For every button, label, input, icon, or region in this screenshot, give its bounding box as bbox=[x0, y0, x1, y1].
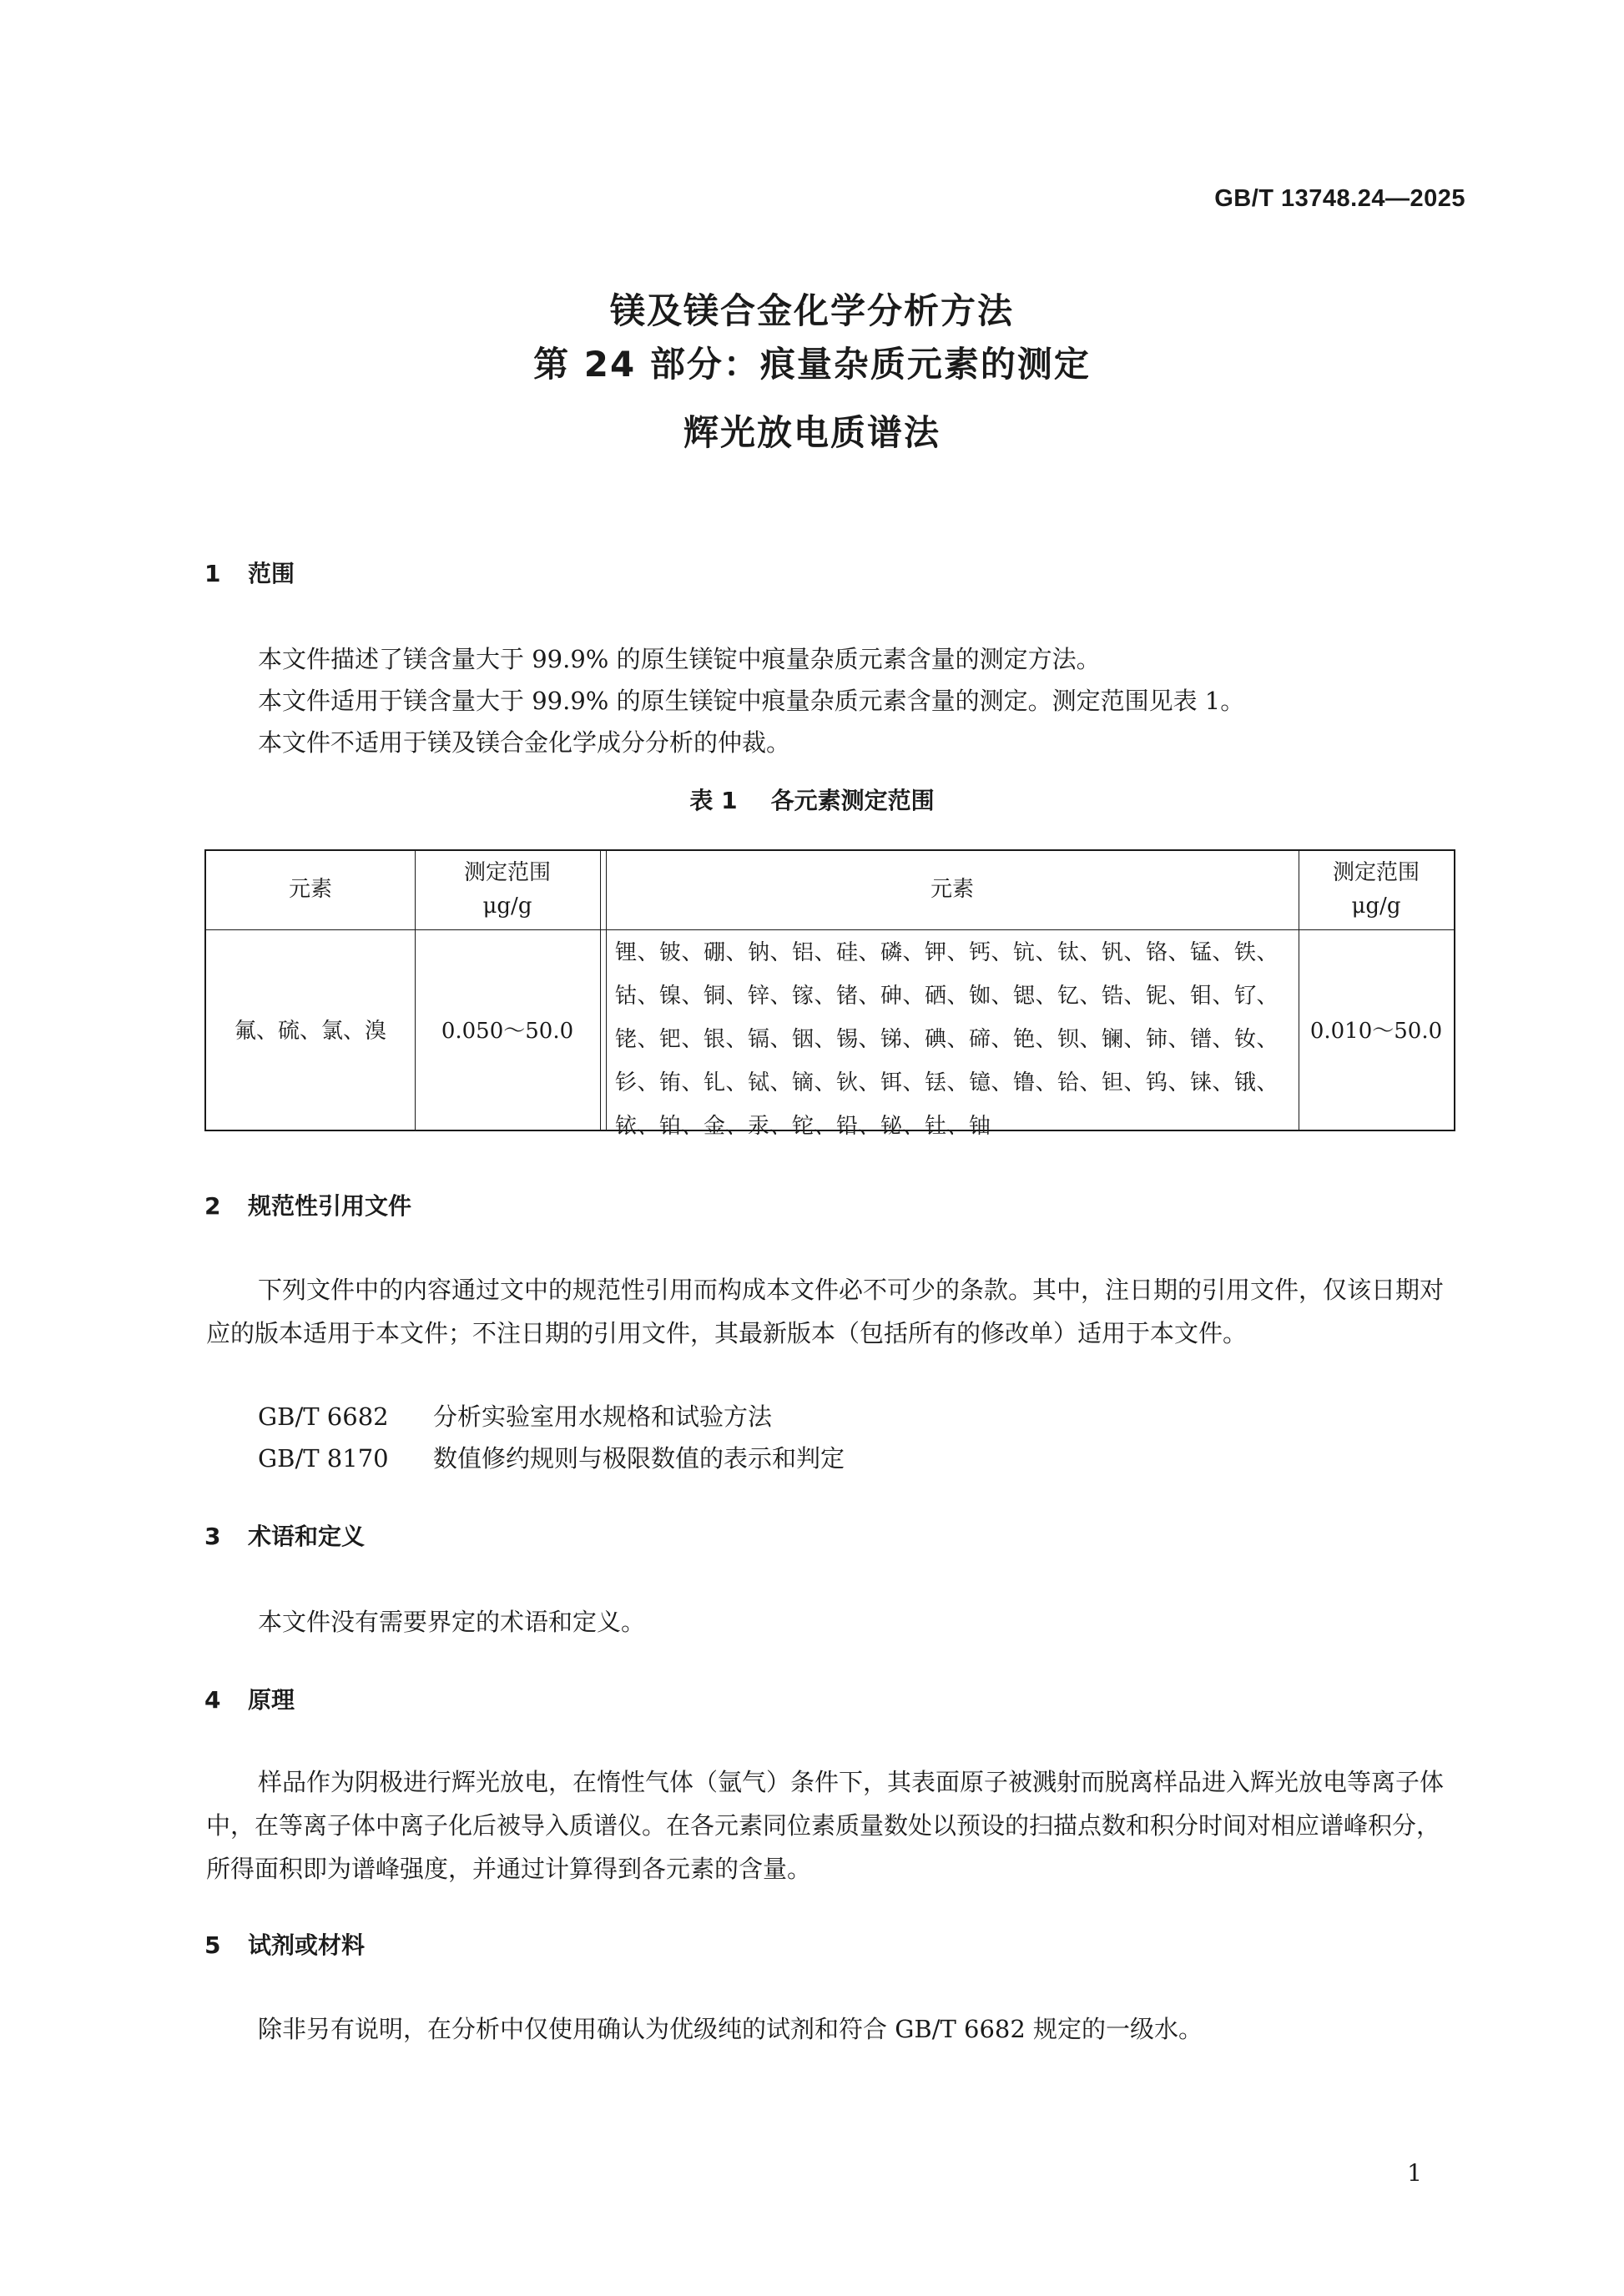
table-header-range bbox=[415, 856, 600, 923]
table-cell-right-elements bbox=[615, 931, 1291, 1148]
element-list-line: 钐、铕、钆、铽、镝、钬、铒、铥、镱、镥、铪、钽、钨、铼、锇、 bbox=[615, 1070, 1279, 1095]
section-title: 术语和定义 bbox=[248, 1523, 366, 1550]
table-divider bbox=[600, 851, 601, 1130]
document-title-line3: 辉光放电质谱法 bbox=[683, 412, 941, 453]
reference-item bbox=[258, 1440, 845, 1474]
section-title: 试剂或材料 bbox=[248, 1931, 366, 1959]
section-heading-scope bbox=[204, 556, 295, 589]
table-header-range bbox=[1299, 856, 1454, 923]
table-caption bbox=[0, 783, 1624, 816]
element-list-line: 钴、镍、铜、锌、镓、锗、砷、硒、铷、锶、钇、锆、铌、钼、钌、 bbox=[615, 984, 1279, 1009]
section-title: 原理 bbox=[248, 1686, 295, 1714]
section-number: 3 bbox=[204, 1523, 221, 1550]
section-number: 4 bbox=[204, 1686, 221, 1714]
table-cell-right-range: 0.010～50.0 bbox=[1309, 1019, 1443, 1044]
table-caption-title: 各元素测定范围 bbox=[770, 787, 935, 814]
element-list-line: 锂、铍、硼、钠、铝、硅、磷、钾、钙、钪、钛、钒、铬、锰、铁、 bbox=[615, 940, 1279, 965]
section-title: 范围 bbox=[248, 560, 295, 587]
table-header-element: 元素 bbox=[288, 877, 332, 902]
table-header-element: 元素 bbox=[930, 877, 974, 902]
normative-paragraph: 下列文件中的内容通过文中的规范性引用而构成本文件必不可少的条款。其中，注日期的引用文件，仅该日期对应的版本适用于本文件；不注日期的引用文件，其最新版本（包括所有的修改单）适用于本文件。 bbox=[206, 1276, 1445, 1347]
section-title: 规范性引用文件 bbox=[248, 1192, 412, 1220]
section-number: 2 bbox=[204, 1192, 221, 1220]
element-list-line: 铱、铂、金、汞、铊、铅、铋、钍、铀 bbox=[615, 1114, 991, 1139]
reference-title: 分析实验室用水规格和试验方法 bbox=[433, 1402, 773, 1431]
table-caption-number: 表 1 bbox=[689, 787, 738, 814]
principle-paragraph: 样品作为阴极进行辉光放电，在惰性气体（氩气）条件下，其表面原子被溅射而脱离样品进入辉光放电等离子体中，在等离子体中离子化后被导入质谱仪。在各元素同位素质量数处以预设的扫描点数和积分时间对相应谱峰积分，所得面积即为谱峰强度，并通过计算得到各元素的含量。 bbox=[206, 1768, 1445, 1883]
terms-paragraph: 本文件没有需要界定的术语和定义。 bbox=[258, 1608, 646, 1636]
section-heading-terms bbox=[204, 1518, 365, 1552]
section-number: 5 bbox=[204, 1931, 221, 1959]
reagents-paragraph: 除非另有说明，在分析中仅使用确认为优级纯的试剂和符合 GB/T 6682 规定的一级水。 bbox=[258, 2015, 1203, 2043]
scope-paragraph-3: 本文件不适用于镁及镁合金化学成分分析的仲裁。 bbox=[258, 728, 791, 757]
table-header-range-label: 测定范围 bbox=[1332, 860, 1420, 885]
table-header-range-unit: μg/g bbox=[1351, 894, 1401, 919]
scope-paragraph-2: 本文件适用于镁含量大于 99.9% 的原生镁锭中痕量杂质元素含量的测定。测定范围见表 1。 bbox=[258, 687, 1245, 715]
element-range-table bbox=[204, 849, 1455, 1139]
reference-item bbox=[258, 1398, 772, 1432]
section-heading-reagents bbox=[204, 1927, 365, 1961]
reference-code: GB/T 6682 bbox=[258, 1402, 389, 1431]
table-cell-left-elements: 氟、硫、氯、溴 bbox=[234, 1019, 386, 1044]
document-title-line2: 第 24 部分：痕量杂质元素的测定 bbox=[533, 344, 1091, 385]
table-divider bbox=[206, 929, 1454, 930]
scope-paragraph-1: 本文件描述了镁含量大于 99.9% 的原生镁锭中痕量杂质元素含量的测定方法。 bbox=[258, 645, 1101, 673]
standard-number: GB/T 13748.24—2025 bbox=[1214, 185, 1465, 212]
section-heading-normative-references bbox=[204, 1188, 411, 1221]
table-header-range-unit: μg/g bbox=[482, 894, 532, 919]
page-number: 1 bbox=[1407, 2159, 1422, 2187]
reference-title: 数值修约规则与极限数值的表示和判定 bbox=[433, 1444, 845, 1473]
reference-code: GB/T 8170 bbox=[258, 1444, 389, 1473]
section-number: 1 bbox=[204, 560, 221, 587]
section-heading-principle bbox=[204, 1682, 295, 1715]
element-list-line: 铑、钯、银、镉、铟、锡、锑、碘、碲、铯、钡、镧、铈、镨、钕、 bbox=[615, 1027, 1279, 1052]
table-header-range-label: 测定范围 bbox=[463, 860, 551, 885]
document-title-line1: 镁及镁合金化学分析方法 bbox=[609, 290, 1014, 331]
table-cell-left-range: 0.050～50.0 bbox=[441, 1019, 574, 1044]
